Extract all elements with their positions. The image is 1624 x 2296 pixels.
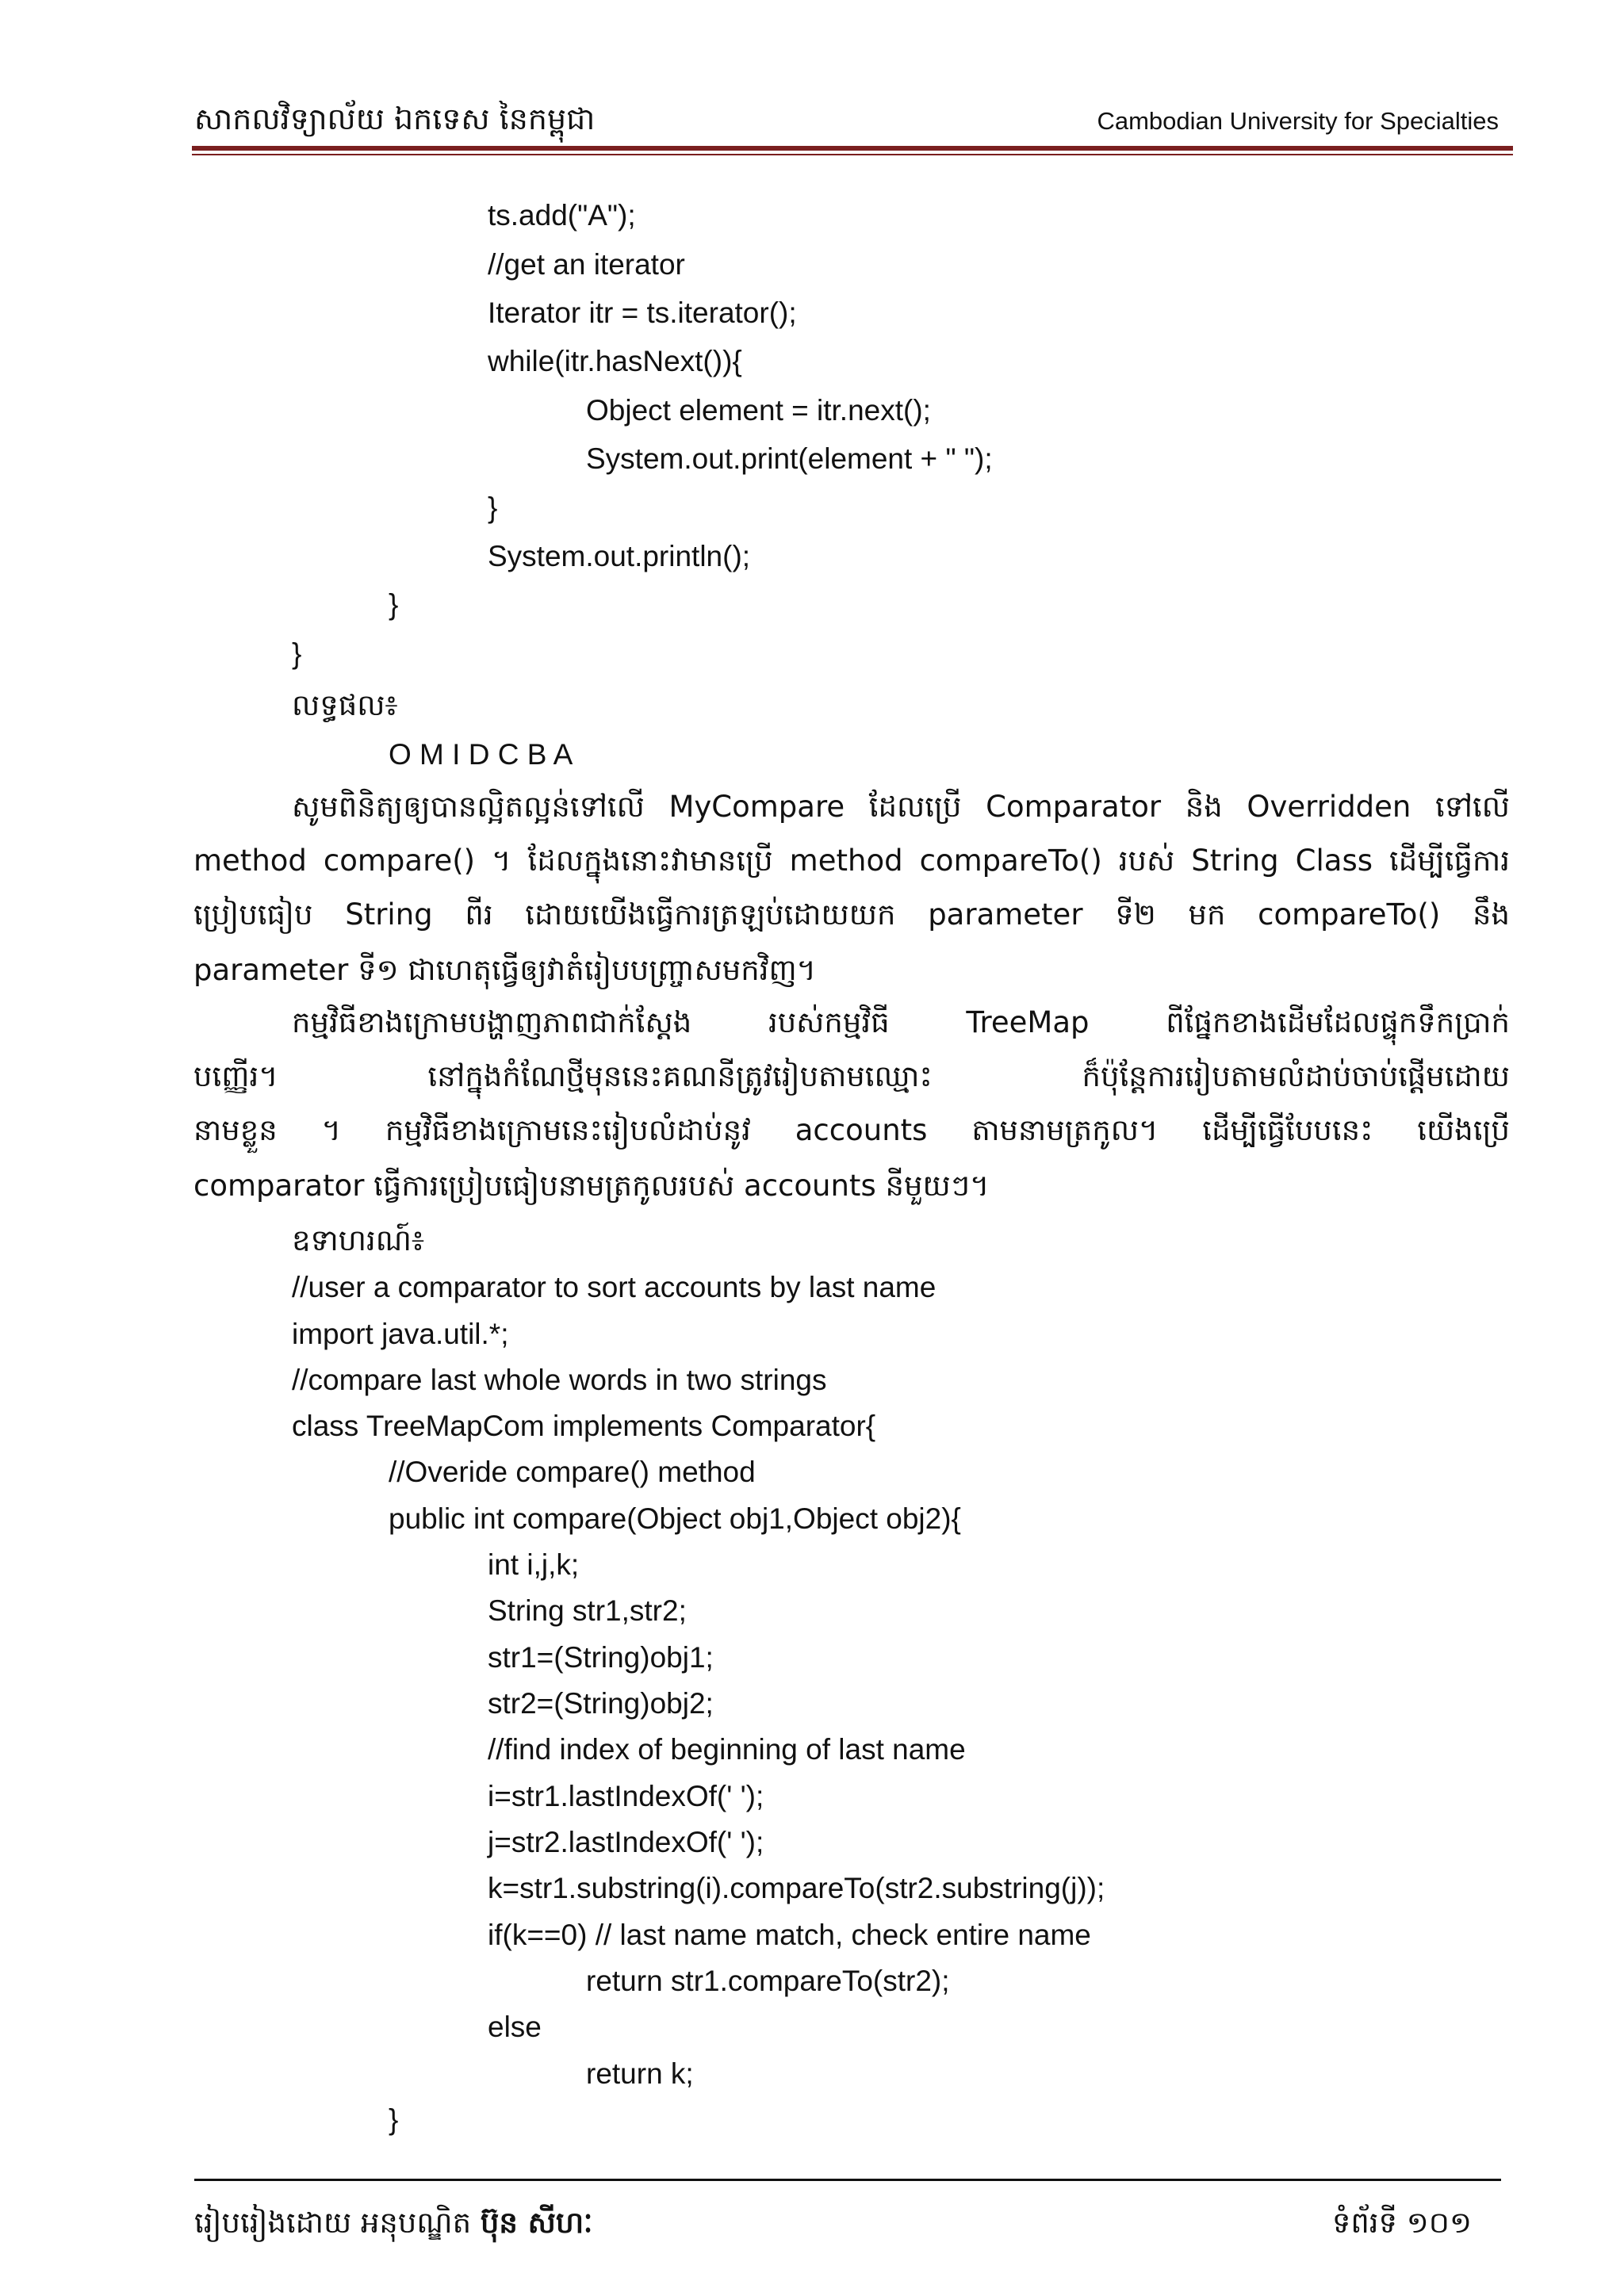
code-comment: //get an iterator bbox=[488, 248, 685, 281]
code-line: return k; bbox=[586, 2057, 694, 2090]
paragraph-line: ប្រៀបធៀប String ពីរ ដោយយើងធ្វើការត្រឡប់ដោយយក parameter ទី២ មក compareTo() នឹង bbox=[193, 897, 1510, 932]
code-line: Iterator itr = ts.iterator(); bbox=[488, 297, 797, 329]
code-line: i=str1.lastIndexOf(' '); bbox=[488, 1780, 764, 1812]
code-line: public int compare(Object obj1,Object obj2){ bbox=[389, 1502, 961, 1535]
code-line: } bbox=[389, 588, 399, 621]
page-number: ទំព័រទី ១០១ bbox=[1331, 2206, 1472, 2240]
paragraph-line: បញ្ញើរ។ នៅក្នុងកំណែថ្មីមុននេះគណនីត្រូវរៀបតាមឈ្មោះ ក៏ប៉ុន្តែការរៀបតាមលំដាប់ចាប់ផ្តើមដោយ bbox=[193, 1059, 1510, 1093]
code-line: Object element = itr.next(); bbox=[586, 394, 931, 427]
footer-author bbox=[194, 2200, 592, 2246]
footer-divider bbox=[194, 2179, 1501, 2181]
header-university-khmer: សាកលវិទ្យាល័យ ឯកទេស នៃកម្ពុជា bbox=[194, 101, 596, 136]
code-line: } bbox=[488, 492, 498, 524]
paragraph-line: method compare() ។ ដែលក្នុងនោះវាមានប្រើ method compareTo() របស់ String Class ដើម្បីធ្វើការ bbox=[193, 844, 1510, 878]
header-divider-thin bbox=[192, 154, 1513, 155]
paragraph-line: comparator ធ្វើការប្រៀបធៀបនាមត្រកូលរបស់ accounts នីមួយៗ។ bbox=[193, 1169, 990, 1203]
result-output: O M I D C B A bbox=[389, 738, 573, 771]
code-line: import java.util.*; bbox=[292, 1318, 509, 1350]
code-line: if(k==0) // last name match, check entire name bbox=[488, 1919, 1091, 1951]
paragraph-line: កម្មវិធីខាងក្រោមបង្ហាញភាពជាក់ស្តែង របស់កម្មវិធី TreeMap ពីផ្នែកខាងដើមដែលផ្ទុកទឹកប្រាក់ bbox=[292, 1005, 1510, 1039]
footer-author-name: ប៊ុន សីហៈ bbox=[480, 2206, 593, 2240]
code-comment: //user a comparator to sort accounts by last name bbox=[292, 1271, 936, 1303]
code-line: return str1.compareTo(str2); bbox=[586, 1965, 950, 1997]
code-line: String str1,str2; bbox=[488, 1594, 687, 1627]
paragraph-line: សូមពិនិត្យឲ្យបានល្អិតល្អន់ទៅលើ MyCompare ដែលប្រើ Comparator និង Overridden ទៅលើ bbox=[292, 790, 1510, 824]
code-line: k=str1.substring(i).compareTo(str2.substring(j)); bbox=[488, 1872, 1105, 1904]
code-line: j=str2.lastIndexOf(' '); bbox=[488, 1826, 764, 1858]
code-line: int i,j,k; bbox=[488, 1548, 580, 1581]
code-line: } bbox=[389, 2103, 399, 2136]
header-university-english: Cambodian University for Specialties bbox=[1097, 107, 1499, 135]
footer-author-prefix: រៀបរៀងដោយ អនុបណ្ឌិត bbox=[194, 2206, 472, 2240]
code-line: class TreeMapCom implements Comparator{ bbox=[292, 1410, 876, 1442]
header-divider bbox=[192, 146, 1513, 151]
code-comment: //find index of beginning of last name bbox=[488, 1733, 966, 1766]
code-line: ts.add("A"); bbox=[488, 199, 636, 232]
paragraph-line: នាមខ្លួន ។ កម្មវិធីខាងក្រោមនេះរៀបលំដាប់នូវ accounts តាមនាមត្រកូល។ ដើម្បីធ្វើបែបនេះ យើងប្រើ bbox=[193, 1113, 1510, 1147]
code-line: else bbox=[488, 2011, 542, 2043]
code-line: while(itr.hasNext()){ bbox=[488, 345, 742, 377]
code-comment: //Overide compare() method bbox=[389, 1456, 756, 1488]
code-line: System.out.print(element + " "); bbox=[586, 442, 993, 475]
example-label: ឧទាហរណ៍៖ bbox=[292, 1223, 425, 1257]
paragraph-line: parameter ទី១ ជាហេតុធ្វើឲ្យវាតំរៀបបញ្ច្រាសមកវិញ។ bbox=[193, 953, 817, 987]
code-line: System.out.println(); bbox=[488, 540, 751, 572]
result-label: លទ្ធផល៖ bbox=[292, 688, 398, 722]
code-comment: //compare last whole words in two strings bbox=[292, 1364, 827, 1396]
code-line: } bbox=[292, 637, 302, 670]
code-line: str2=(String)obj2; bbox=[488, 1687, 714, 1720]
code-line: str1=(String)obj1; bbox=[488, 1641, 714, 1674]
